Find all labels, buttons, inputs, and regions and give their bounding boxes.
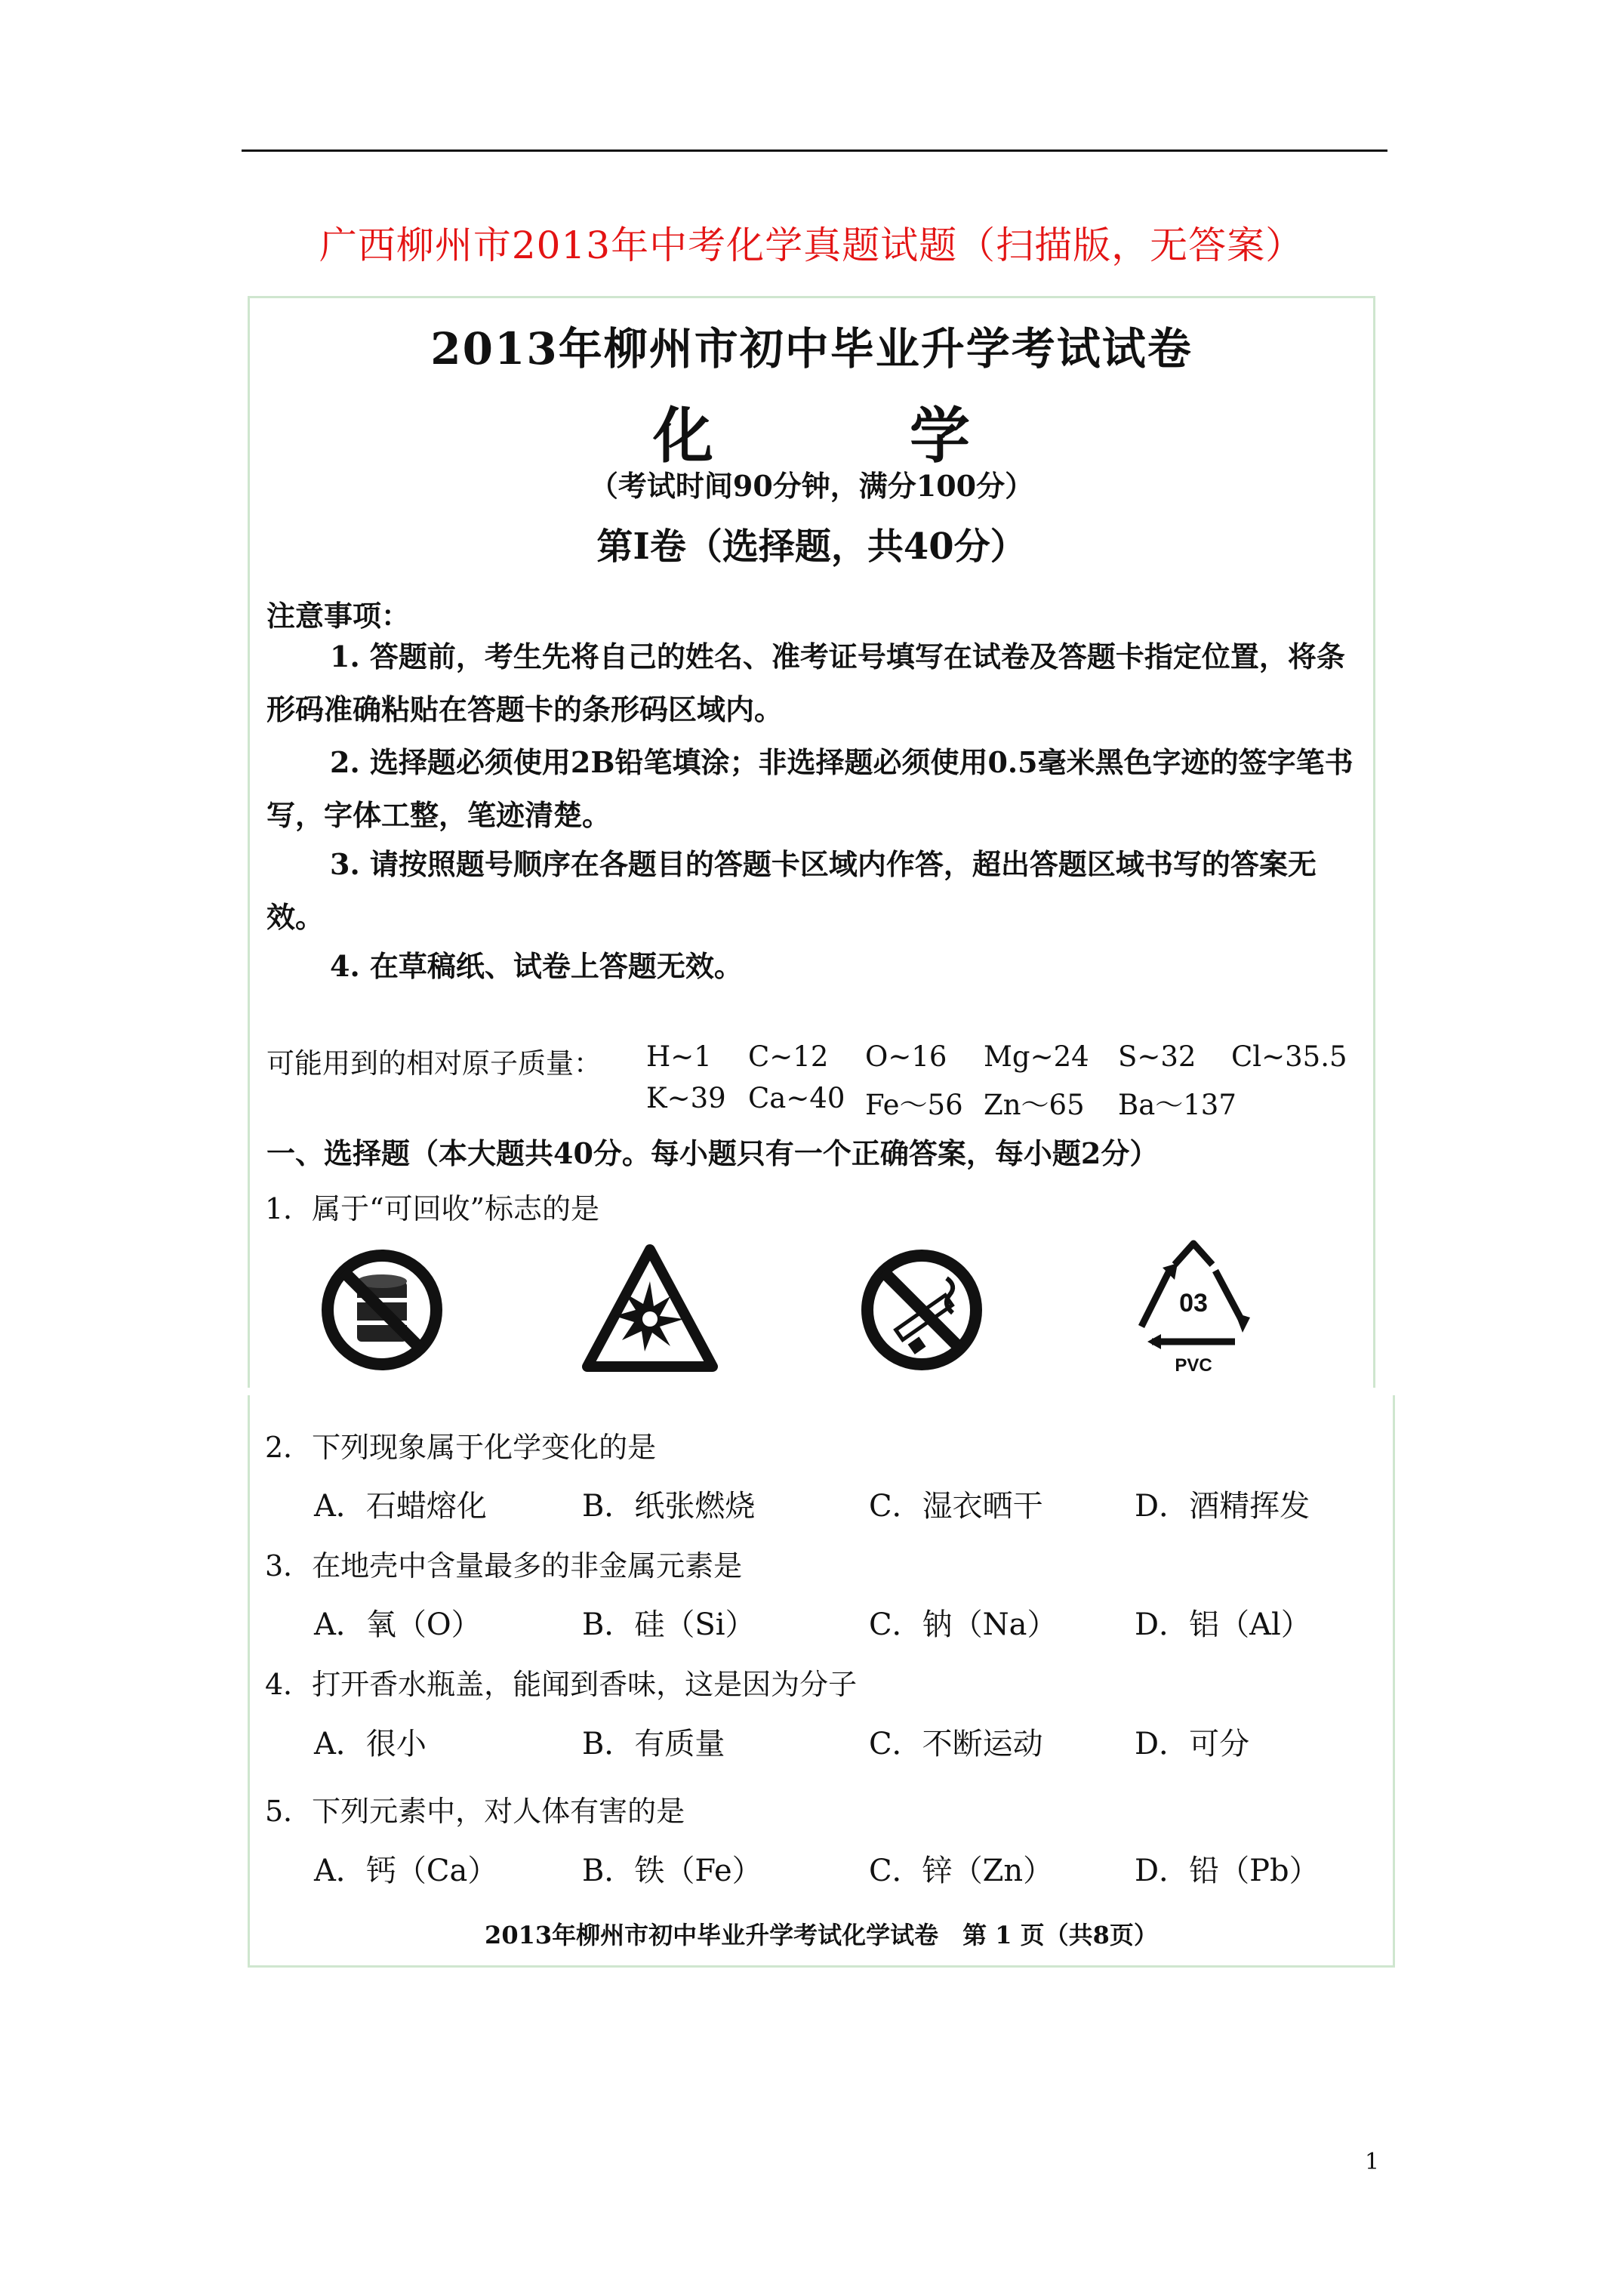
question-stem: 3．在地壳中含量最多的非金属元素是: [265, 1549, 743, 1583]
option: A．石蜡熔化: [314, 1489, 487, 1524]
notes-heading: 注意事项：: [266, 599, 411, 633]
question-stem: 5．下列元素中，对人体有害的是: [265, 1795, 685, 1828]
scanned-exam-lower: [248, 1395, 1395, 1968]
scanned-exam-upper: [248, 296, 1375, 1388]
option: A．很小: [314, 1727, 427, 1761]
option: D．可分: [1135, 1727, 1250, 1761]
recycle-code: 03: [1179, 1289, 1208, 1318]
note-item: 2. 选择题必须使用2B铅笔填涂；非选择题必须使用0.5毫米黑色字迹的签字笔书写，字体工整，笔迹清楚。: [266, 745, 1354, 832]
note-item: 1. 答题前，考生先将自己的姓名、准考证号填写在试卷及答题卡指定位置，将条形码准确粘贴在答题卡的条形码区域内。: [266, 639, 1345, 726]
document-title: 广西柳州市2013年中考化学真题试题（扫描版，无答案）: [319, 223, 1304, 267]
option: B．硅（Si）: [582, 1607, 756, 1642]
option: D．酒精挥发: [1135, 1489, 1310, 1524]
atomic-mass-label: 可能用到的相对原子质量：: [266, 1047, 602, 1080]
option: B．纸张燃烧: [582, 1489, 756, 1524]
atomic-mass-item: C~12: [748, 1040, 829, 1073]
option: C．湿衣晒干: [869, 1489, 1043, 1524]
atomic-mass-item: Mg~24: [984, 1040, 1089, 1073]
no-smoking-icon: [850, 1234, 993, 1385]
section-heading: 一、选择题（本大题共40分。每小题只有一个正确答案，每小题2分）: [266, 1136, 1159, 1170]
atomic-mass-item: Zn～65: [984, 1089, 1085, 1121]
recycle-pvc-icon: [1122, 1234, 1265, 1385]
option: C．锌（Zn）: [869, 1854, 1054, 1888]
exam-subject: 化 学: [653, 400, 1038, 471]
atomic-mass-item: O~16: [865, 1040, 947, 1073]
explosive-warning-icon: [578, 1234, 722, 1385]
exam-title: 2013年柳州市初中毕业升学考试试卷: [430, 323, 1193, 374]
atomic-mass-item: Ca~40: [748, 1082, 845, 1114]
question-stem: 4．打开香水瓶盖，能闻到香味，这是因为分子: [265, 1668, 858, 1701]
page-number: 1: [1365, 2149, 1380, 2175]
header-rule: [242, 149, 1387, 152]
exam-footer: 2013年柳州市初中毕业升学考试化学试卷 第 1 页（共8页）: [485, 1921, 1158, 1949]
option: A．氧（O）: [314, 1607, 482, 1642]
atomic-mass-item: Cl~35.5: [1231, 1040, 1347, 1073]
option: D．铅（Pb）: [1135, 1854, 1320, 1888]
option: A．钙（Ca）: [314, 1854, 498, 1888]
atomic-mass-item: S~32: [1118, 1040, 1196, 1073]
atomic-mass-item: Fe～56: [865, 1089, 963, 1121]
option: D．铝（Al）: [1135, 1607, 1311, 1642]
atomic-mass-item: H~1: [646, 1040, 712, 1073]
option: C．钠（Na）: [869, 1607, 1058, 1642]
q1-icon-row: [310, 1234, 1292, 1385]
exam-volume-heading: 第Ⅰ卷（选择题，共40分）: [596, 525, 1027, 568]
option: B．有质量: [582, 1727, 725, 1761]
note-item: 3. 请按照题号顺序在各题目的答题卡区域内作答，超出答题区域书写的答案无效。: [266, 847, 1317, 934]
no-oil-drum-icon: [310, 1234, 454, 1385]
option: C．不断运动: [869, 1727, 1043, 1761]
question-stem: 2．下列现象属于化学变化的是: [265, 1431, 657, 1464]
atomic-mass-item: K~39: [646, 1082, 726, 1114]
exam-time-note: （考试时间90分钟，满分100分）: [589, 469, 1034, 503]
atomic-mass-item: Ba～137: [1118, 1089, 1236, 1121]
recycle-label: PVC: [1175, 1355, 1212, 1376]
question-stem: 1．属于“可回收”标志的是: [265, 1192, 600, 1225]
option: B．铁（Fe）: [582, 1854, 762, 1888]
note-item: 4. 在草稿纸、试卷上答题无效。: [330, 949, 743, 983]
